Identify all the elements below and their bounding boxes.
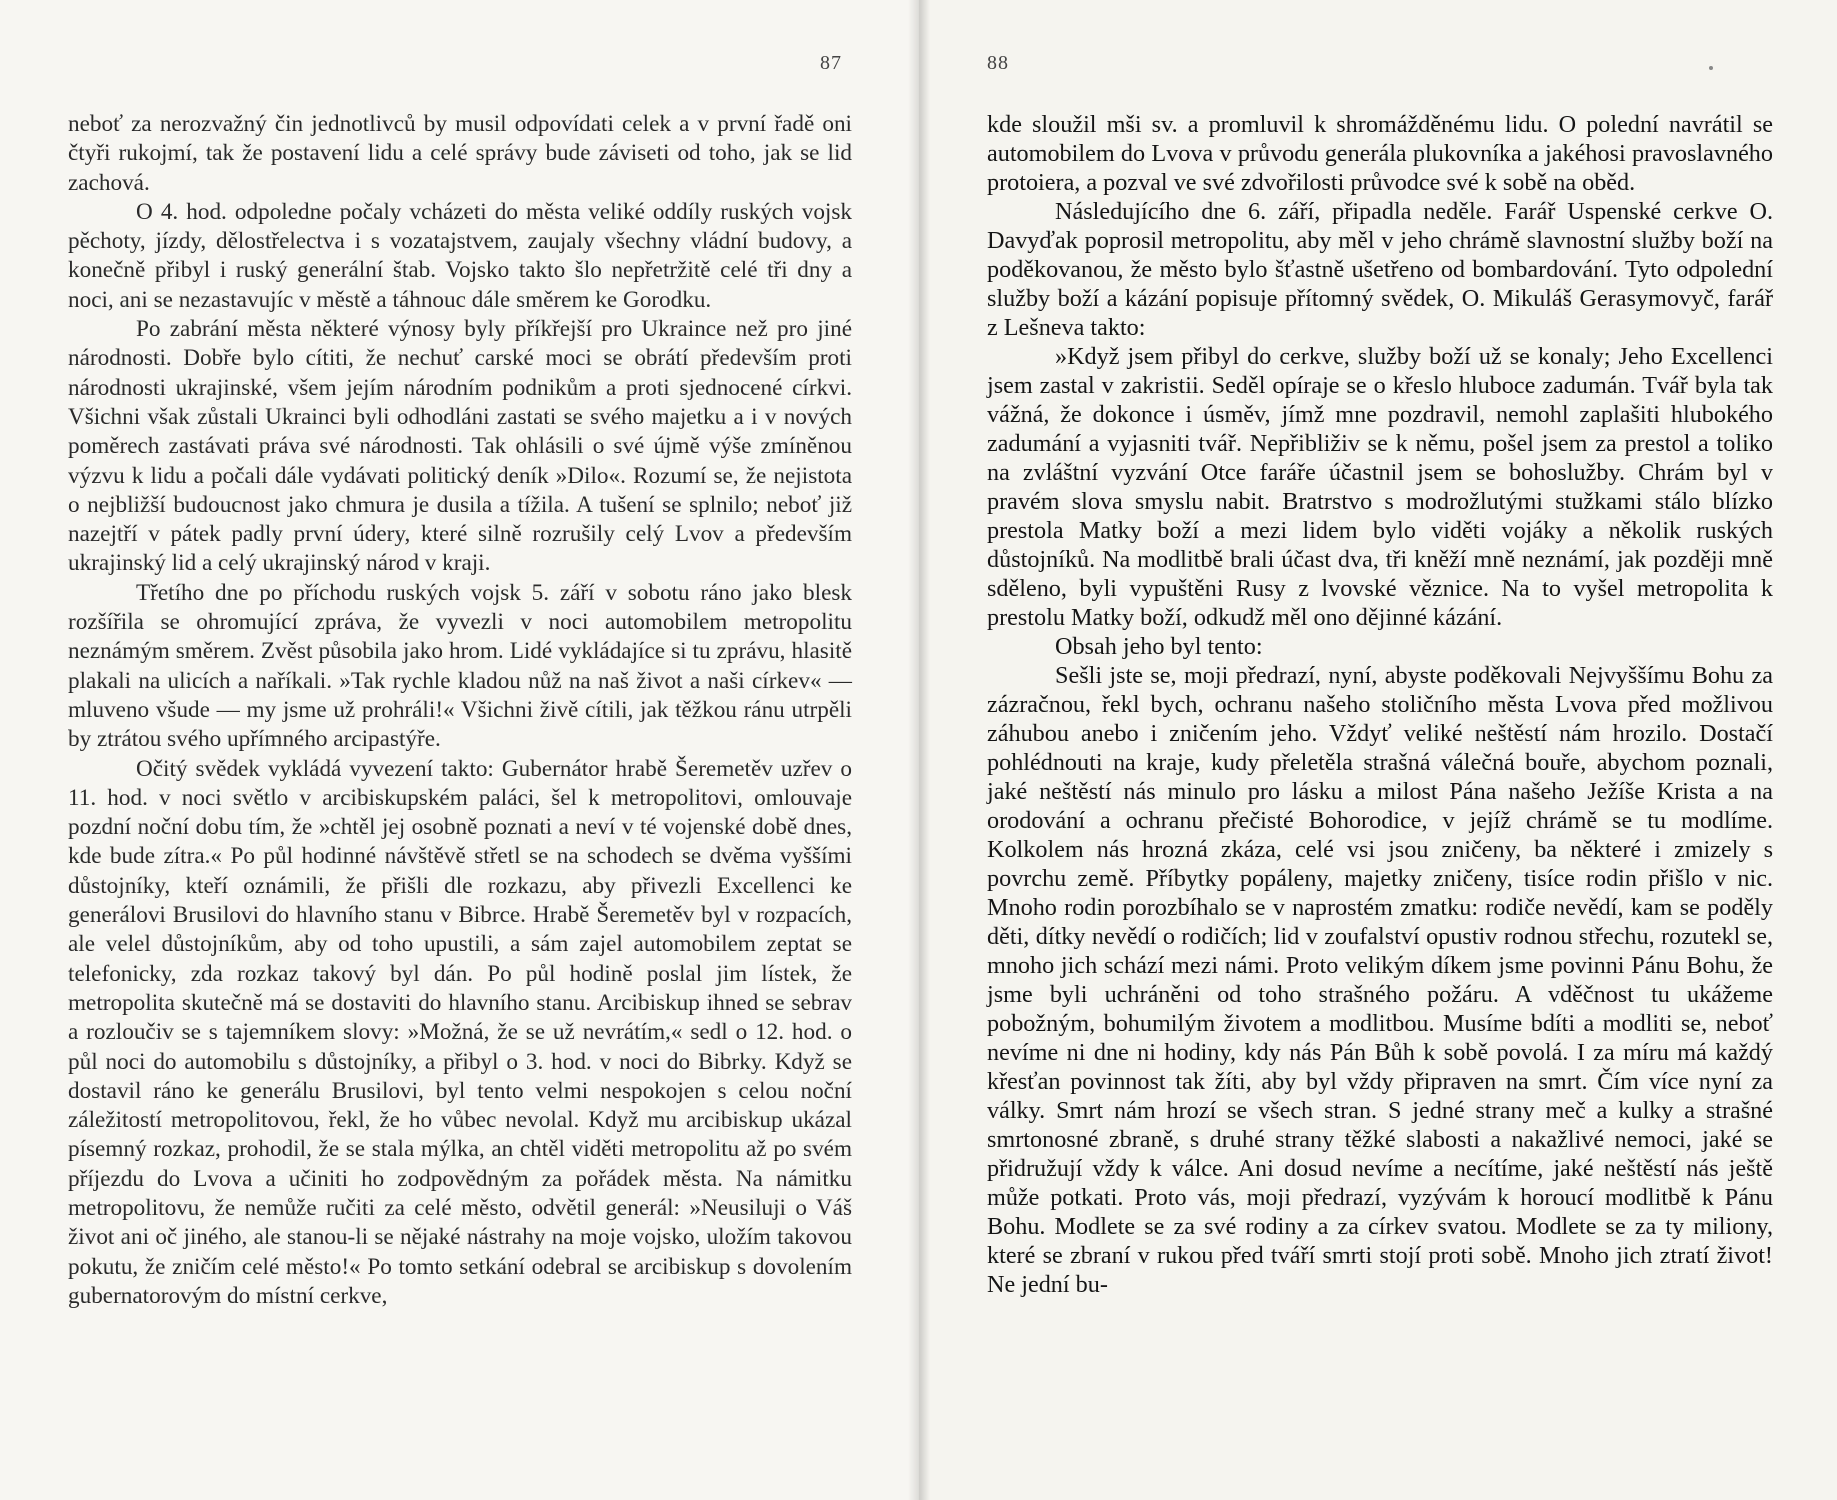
paragraph: Následujícího dne 6. září, připadla neděle. Farář Uspenské cerkve O. Davyďak poprosil metropolitu, aby měl v jeho chrámě slavnostní služby boží na poděkovanou, že město bylo šťastně ušetřeno od bombardování. Tyto odpolední služby boží a kázání popisuje přítomný svědek, O. Mikuláš Gerasymovyč, farář z Lešneva takto: — [987, 198, 1773, 341]
paragraph: Sešli jste se, moji předrazí, nyní, abyste poděkovali Nejvyššímu Bohu za zázračnou, řekl bych, ochranu našeho stoličního města Lvova před možlivou záhubou anebo i zničením jeho. Vždyť veliké neštěstí nám hrozilo. Dostačí pohlédnouti na kraje, kudy přeletěla strašná válečná bouře, abychom poznali, jaké neštěstí nás minulo pro lásku a milost Pána našeho Ježíše Krista a na orodování a ochranu přečisté Bohorodice, v jejíž chrámě se tu modlíme. Kolkolem nás hrozná zkáza, celé vsi jsou zničeny, ba některé i zmizely s povrchu země. Příbytky popáleny, majetky zničeny, tisíce rodin přišlo v nic. Mnoho rodin porozbíhalo se v naprostém zmatku: rodiče nevědí, kam se poděly děti, dítky nevědí o rodičích; lid v zoufalství opustiv rodnou střechu, rozutekl se, mnoho jich schází mezi námi. Proto velikým díkem jsme povinni Pánu Bohu, že jsme byli uchráněni od toho strašného požáru. A vděčnost tu ukážeme pobožným, bohumilým životem a modlitbou. Musíme bdíti a modliti se, neboť nevíme ni dne ni hodiny, kdy nás Pán Bůh k sobě povolá. I za míru má každý křesťan povinnost tak žíti, aby byl vždy připraven na smrt. Čím více nyní za války. Smrt nám hrozí se všech stran. S jedné strany meč a kulky a strašné smrtonosné zbraně, s druhé strany těžké slabosti a nakažlivé nemoci, jaké se přidružují vždy k válce. Ani dosud nevíme a necítíme, jaké neštěstí nás ještě může potkati. Proto vás, moji předrazí, vyzývám k horoucí modlitbě k Pánu Bohu. Modlete se za své rodiny a za církev svatou. Modlete se za ty miliony, které se zbraní v rukou před tváří smrti stojí proti sobě. Mnoho jich ztratí život! Ne jední bu- — [987, 662, 1773, 1298]
page-number: 87 — [820, 52, 842, 74]
page-number: 88 — [987, 52, 1009, 74]
paragraph: kde sloužil mši sv. a promluvil k shromážděnému lidu. O polední navrátil se automobilem do Lvova v průvodu generála plukovníka a jakéhosi pravoslavného protoiera, a pozval ve své zdvořilosti průvodce své k sobě na oběd. — [987, 111, 1773, 196]
paragraph: »Když jsem přibyl do cerkve, služby boží už se konaly; Jeho Excellenci jsem zastal v zakristii. Seděl opíraje se o křeslo hluboce zadumán. Tvář byla tak vážná, že dokonce i úsměv, jímž mne pozdravil, nemohl zaplašiti hlubokého zadumání a vyjasniti tvář. Nepřibliživ se k němu, pošel jsem za prestol a toliko na zvláštní vyzvání Otce faráře účastnil jsem se bohoslužby. Chrám byl v pravém slova smyslu nabit. Bratrstvo s modrožlutými stužkami stálo blízko prestola Matky boží a mezi lidem bylo viděti vojáky a několik ruských důstojníků. Na modlitbě brali účast dva, tři kněží mně neznámí, jak později mně sděleno, byli vypuštěni Rusy z lvovské věznice. Na to vyšel metropolita k prestolu Matky boží, odkudž měl ono dějinné kázání. — [987, 343, 1773, 631]
text-column — [68, 110, 852, 1311]
text-column — [987, 110, 1773, 1299]
ink-dot — [1709, 66, 1713, 70]
paragraph: Po zabrání města některé výnosy byly příkřejší pro Ukraince než pro jiné národnosti. Dobře bylo cítiti, že nechuť carské moci se obrátí především proti národnosti ukrajinské, všem jejím národním podnikům a proti sjednocené církvi. Všichni však zůstali Ukrainci byli odhodláni zastati se svého majetku a i v nových poměrech zastávati práva své národnosti. Tak ohlásili o své újmě výše zmíněnou výzvu k lidu a počali dále vydávati politický deník »Dilo«. Rozumí se, že nejistota o nejbližší budoucnost jako chmura je dusila a tížila. A tušení se splnilo; neboť již nazejtří v pátek padly první údery, které silně rozrušily celý Lvov a především ukrajinský lid a celý ukrajinský národ v kraji. — [68, 316, 852, 577]
paragraph: O 4. hod. odpoledne počaly vcházeti do města veliké oddíly ruských vojsk pěchoty, jízdy, dělostřelectva i s vozatajstvem, zaujaly všechny vládní budovy, a konečně přibyl i ruský generální štab. Vojsko takto šlo nepřetržitě celé tři dny a noci, ani se nezastavujíc v městě a táhnouc dále směrem ke Gorodku. — [68, 198, 852, 313]
paragraph: neboť za nerozvažný čin jednotlivců by musil odpovídati celek a v první řadě oni čtyři rukojmí, tak že postavení lidu a celé správy bude záviseti od toho, jak se lid zachová. — [68, 111, 852, 196]
book-gutter — [908, 0, 930, 1500]
right-page — [919, 0, 1837, 1500]
paragraph: Třetího dne po příchodu ruských vojsk 5. září v sobotu ráno jako blesk rozšířila se ohromující zpráva, že vyvezli v noci automobilem metropolitu neznámým směrem. Zvěst působila jako hrom. Lidé vykládajíce si tu zprávu, hlasitě plakali na ulicích a naříkali. »Tak rychle kladou nůž na naš život a naši církev« — mluveno všude — my jsme už prohráli!« Všichni živě cítili, jak těžkou ránu utrpěli by ztrátou svého upřímného arcipastýře. — [68, 579, 852, 753]
paragraph: Očitý svědek vykládá vyvezení takto: Gubernátor hrabě Šeremetěv uzřev o 11. hod. v noci světlo v arcibiskupském paláci, šel k metropolitovi, omlouvaje pozdní noční dobu tím, že »chtěl jej osobně poznati a neví v té vojenské době dnes, kde bude zítra.« Po půl hodinné návštěvě střetl se na schodech se dvěma vyššími důstojníky, kteří oznámili, že přišli dle rozkazu, aby přivezli Excellenci ke generálovi Brusilovi do hlavního stanu v Bibrce. Hrabě Šeremetěv byl v rozpacích, ale velel důstojníkům, aby od toho upustili, a sám zajel automobilem zeptat se telefonicky, zda rozkaz takový byl dán. Po půl hodině poslal jim lístek, že metropolita skutečně má se dostaviti do hlavního stanu. Arcibiskup ihned se sebrav a rozloučiv se s tajemníkem slovy: »Možná, že se už nevrátím,« sedl o 12. hod. o půl noci do automobilu s důstojníky, a přibyl o 3. hod. v noci do Bibrky. Když se dostavil ráno ke generálu Brusilovi, byl tento velmi nespokojen s celou noční záležitostí metropolitovou, řekl, že ho vůbec nevolal. Když mu arcibiskup ukázal písemný rozkaz, prohodil, že se stala mýlka, an chtěl viděti metropolitu až po svém příjezdu do Lvova a učiniti ho zodpovědným za pořádek města. Na námitku metropolitovu, že nemůže ručiti za celé město, odvětil generál: »Neusiluji o Váš život ani oč jiného, ale stanou-li se nějaké nástrahy na moje vojsko, uložím takovou pokutu, že zničím celé město!« Po tomto setkání odebral se arcibiskup s dovolením gubernatorovým do místní cerkve, — [68, 755, 852, 1309]
paragraph: Obsah jeho byl tento: — [1055, 633, 1263, 660]
